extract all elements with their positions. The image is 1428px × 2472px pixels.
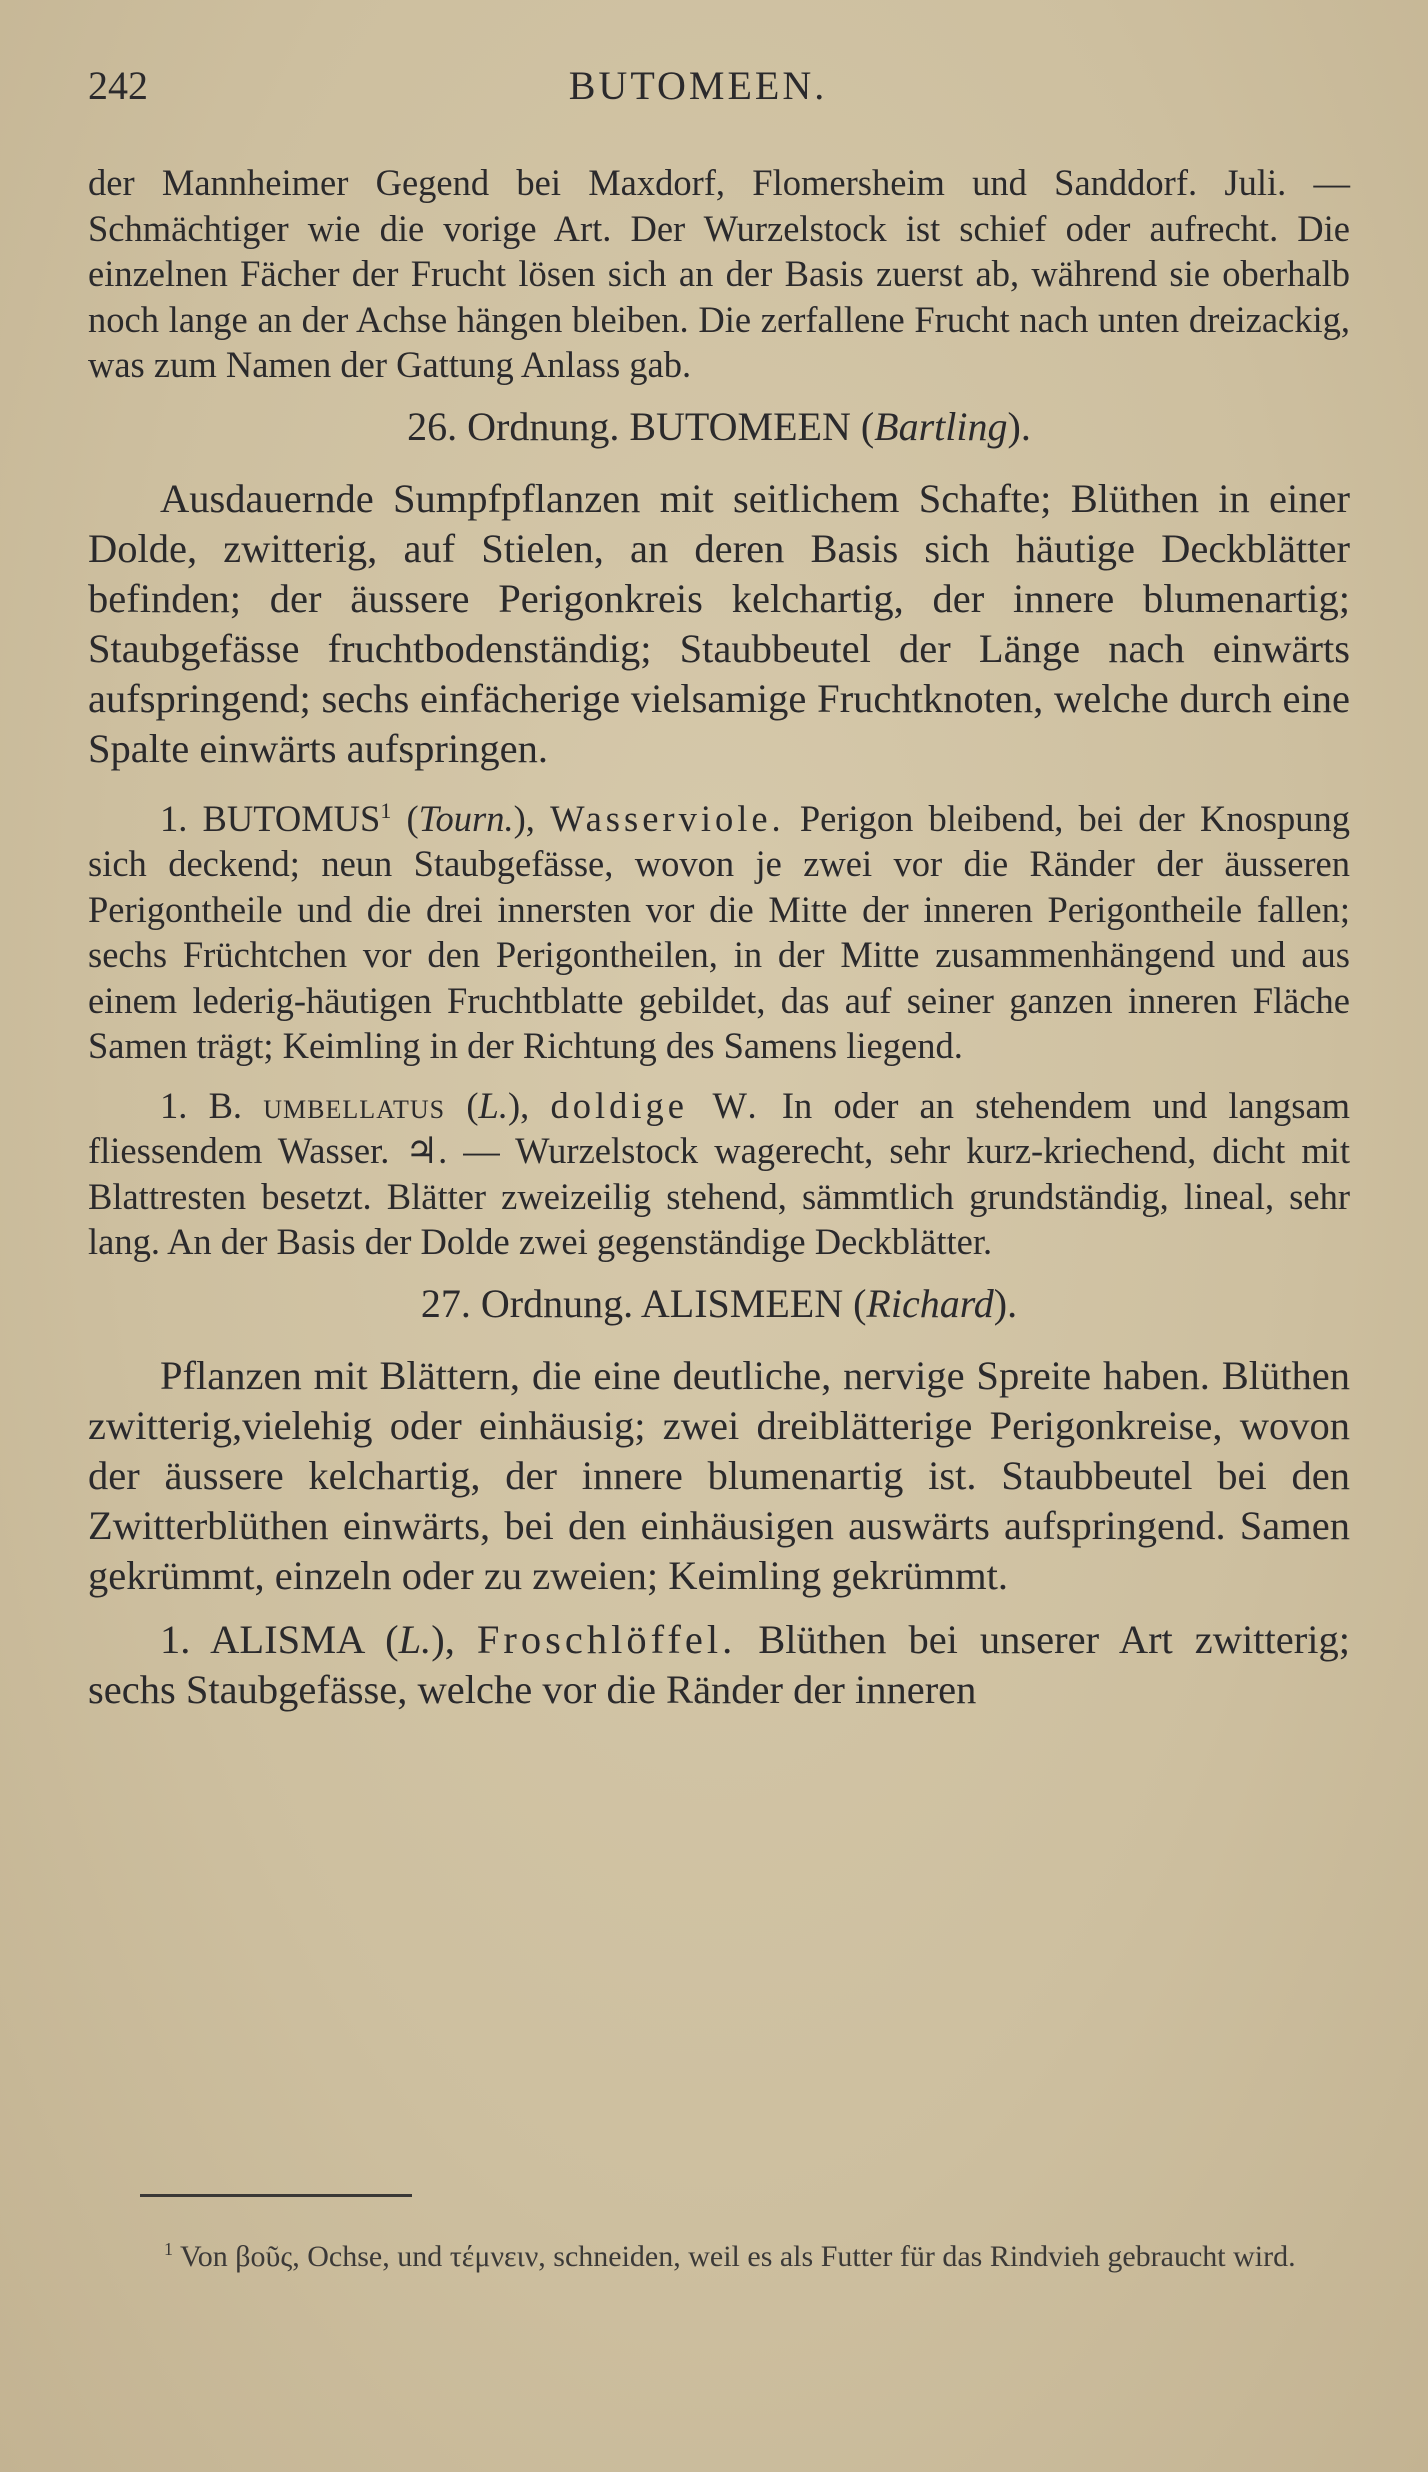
order-26-heading-suffix: ). (1007, 403, 1031, 449)
alisma-common-name: Froschlöffel. (476, 1616, 737, 1662)
butomus-species-author: L. (478, 1084, 508, 1126)
order-26-heading-prefix: 26. Ordnung. BUTOMEEN ( (407, 403, 875, 449)
order-27-heading (88, 1279, 1350, 1329)
order-26-heading-author: Bartling (874, 403, 1008, 449)
butomus-footnote-mark: 1 (380, 797, 392, 823)
page-header (88, 62, 1348, 122)
footnote (88, 2228, 1350, 2278)
butomus-species-label: 1. B. (160, 1084, 243, 1126)
footnote-divider (140, 2194, 412, 2197)
butomus-common-name: Wasserviole. (550, 797, 785, 839)
alisma-genus-paragraph: 1. ALISMA (L.), Froschlöffel. Blüthen bei unserer Art zwitterig; sechs Staubgefässe, welche vor die Ränder der inneren (88, 1616, 1350, 1712)
butomus-genus-label: 1. BUTOMUS (160, 797, 381, 839)
butomus-species-common-name: doldige W. (550, 1084, 761, 1126)
butomus-species-description: In oder an stehendem und langsam fliessendem Wasser. ♃. — Wurzelstock wagerecht, sehr kurz-kriechend, dicht mit Blattresten besetzt. Blätter zweizeilig stehend, sämmtlich grundständig, lineal, sehr lang. An der Basis der Dolde zwei gegenständige Deckblätter. (88, 1084, 1351, 1263)
alisma-genus-label: 1. ALISMA (160, 1616, 364, 1662)
order-27-description: Pflanzen mit Blättern, die eine deutliche, nervige Spreite haben. Blüthen zwitterig,vielehig oder einhäusig; zwei dreiblätterige Perigonkreise, wovon der äussere kelchartig, der innere blumenartig ist. Staubbeutel bei den Zwitterblüthen einwärts, bei den einhäusigen auswärts aufspringend. Samen gekrümmt, einzeln oder zu zweien; Keimling gekrümmt. (88, 1352, 1350, 1598)
butomus-species-paragraph: 1. B. umbellatus (L.), doldige W. In oder an stehendem und langsam fliessendem Wasser. ♃. — Wurzelstock wagerecht, sehr kurz-kriechend, dicht mit Blattresten besetzt. Blätter zweizeilig stehend, sämmtlich grundständig, lineal, sehr lang. An der Basis der Dolde zwei gegenständige Deckblätter. (88, 1084, 1351, 1263)
butomus-genus-paragraph: 1. BUTOMUS$^1$ (Tourn.), Wasserviole. Perigon bleibend, bei der Knospung sich deckend; neun Staubgefässe, wovon je zwei vor die Ränder der äusseren Perigontheile und die drei innersten vor die Mitte der inneren Perigontheile fallen; sechs Früchtchen vor den Perigontheilen, in der Mitte zusammenhängend und aus einem lederig-häutigen Fruchtblatte gebildet, das auf seiner ganzen inneren Fläche Samen trägt; Keimling in der Richtung des Samens liegend. (88, 797, 1351, 1067)
page-number: 242 (88, 63, 148, 108)
butomus-genus-author: Tourn. (418, 797, 514, 839)
footnote-text: Von βοῦς, Ochse, und τέμνειν, schneiden, weil es als Futter für das Rindvieh gebraucht wird. (179, 2240, 1296, 2273)
order-26-heading (88, 402, 1350, 452)
body-text (88, 160, 1350, 1715)
butomus-species-epithet: umbellatus (263, 1084, 446, 1126)
order-27-heading-author: Richard (866, 1280, 994, 1326)
order-27-heading-prefix: 27. Ordnung. ALISMEEN ( (420, 1280, 867, 1326)
intro-paragraph: der Mannheimer Gegend bei Maxdorf, Flomersheim und Sanddorf. Juli. — Schmächtiger wie die vorige Art. Der Wurzelstock ist schief oder aufrecht. Die einzelnen Fächer der Frucht lösen sich an der Basis zuerst ab, während sie oberhalb noch lange an der Achse hängen bleiben. Die zerfallene Frucht nach unten dreizackig, was zum Namen der Gattung Anlass gab. (88, 162, 1350, 385)
running-title: BUTOMEEN. (568, 63, 828, 108)
order-26-description: Ausdauernde Sumpfpflanzen mit seitlichem Schafte; Blüthen in einer Dolde, zwitterig, auf Stielen, an deren Basis sich häutige Deckblätter befinden; der äussere Perigonkreis kelchartig, der innere blumenartig; Staubgefässe fruchtbodenständig; Staubbeutel der Länge nach einwärts aufspringend; sechs einfächerige vielsamige Fruchtknoten, welche durch eine Spalte einwärts aufspringen. (88, 475, 1350, 771)
alisma-genus-author: L. (398, 1616, 432, 1662)
footnote-mark: 1 (164, 2239, 173, 2259)
order-27-heading-suffix: ). (993, 1280, 1018, 1326)
alisma-genus-description: Blüthen bei unserer Art zwitterig; sechs Staubgefässe, welche vor die Ränder der inneren (88, 1616, 1350, 1712)
butomus-genus-description: Perigon bleibend, bei der Knospung sich deckend; neun Staubgefässe, wovon je zwei vor die Ränder der äusseren Perigontheile und die drei innersten vor die Mitte der inneren Perigontheile fallen; sechs Früchtchen vor den Perigontheilen, in der Mitte zusammenhängend und aus einem lederig-häutigen Fruchtblatte gebildet, das auf seiner ganzen inneren Fläche Samen trägt; Keimling in der Richtung des Samens liegend. (88, 797, 1351, 1067)
footnote-paragraph (88, 2228, 1350, 2278)
